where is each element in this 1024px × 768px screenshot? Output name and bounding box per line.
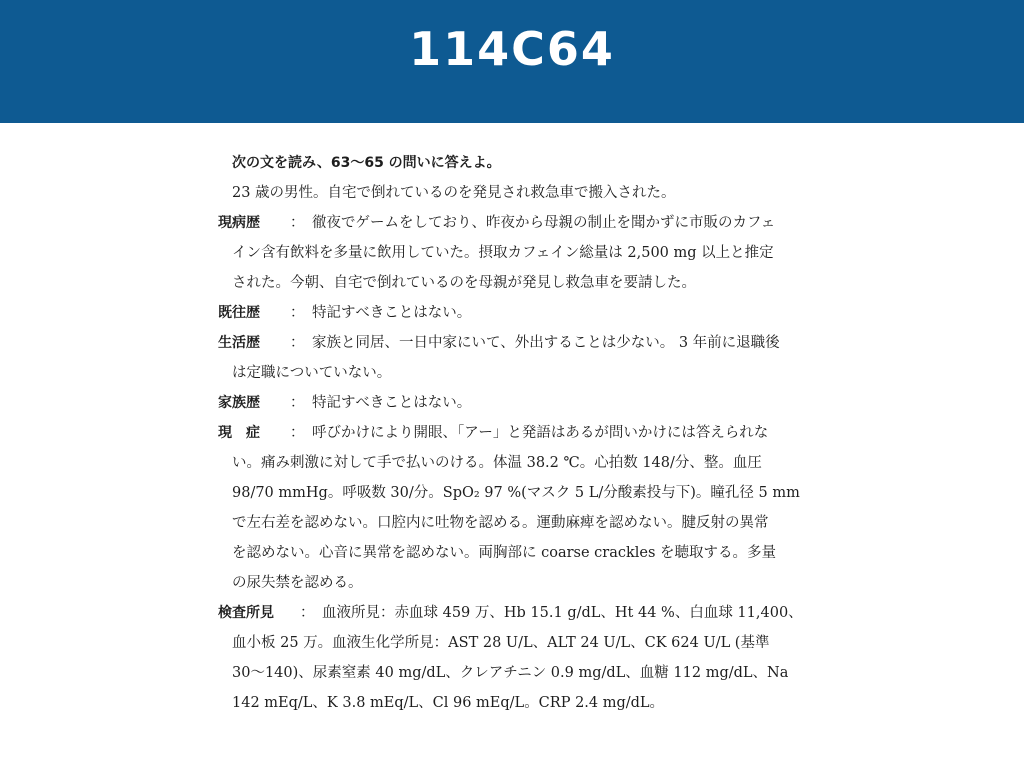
past-history-row (218, 298, 808, 328)
case-summary: 23 歳の男性。自宅で倒れているのを発見され救急車で搬入された。 (232, 185, 676, 201)
symptoms-line: を認めない。心音に異常を認めない。両胸部に coarse crackles を聴取する。多量 (232, 545, 777, 561)
present-illness-line: された。今朝、自宅で倒れているのを母親が発見し救急車を要請した。 (232, 275, 696, 291)
past-history-label: 既往歴 (218, 305, 260, 321)
family-history-row (218, 388, 808, 418)
symptoms-label: 現 症 (218, 425, 260, 441)
colon: ： (290, 215, 305, 231)
symptoms-line: い。痛み刺激に対して手で払いのける。体温 38.2 ℃。心拍数 148/分、整。血圧 (232, 455, 762, 471)
symptoms-row (218, 418, 808, 448)
colon: ： (290, 305, 305, 321)
exam-findings-line: 142 mEq/L、K 3.8 mEq/L、Cl 96 mEq/L。CRP 2.4 mg/dL。 (232, 695, 665, 711)
colon: ： (290, 425, 305, 441)
exam-findings-row (218, 598, 808, 628)
life-history-row (218, 328, 808, 358)
symptoms-line: 98/70 mmHg。呼吸数 30/分。SpO₂ 97 %(マスク 5 L/分酸素投与下)。瞳孔径 5 mm (232, 485, 800, 501)
title-banner (0, 0, 1024, 123)
exam-findings-line: 血小板 25 万。血液生化学所見：AST 28 U/L、ALT 24 U/L、CK 624 U/L (基準 (232, 635, 770, 651)
symptoms-line: の尿失禁を認める。 (232, 575, 363, 591)
life-history-label: 生活歴 (218, 335, 260, 351)
exam-findings-label: 検査所見 (218, 605, 274, 621)
question-text (218, 148, 808, 718)
page-title: 114C64 (409, 21, 615, 76)
colon: ： (300, 605, 315, 621)
symptoms-line: で左右差を認めない。口腔内に吐物を認める。運動麻痺を認めない。腱反射の異常 (232, 515, 769, 531)
colon: ： (290, 335, 305, 351)
present-illness-label: 現病歴 (218, 215, 260, 231)
instruction-text: 次の文を読み、63〜65 の問いに答えよ。 (232, 155, 501, 171)
colon: ： (290, 395, 305, 411)
present-illness-row (218, 208, 808, 238)
symptoms-line: 呼びかけにより開眼、「アー」と発語はあるが問いかけには答えられな (312, 425, 769, 441)
exam-findings-line: 30〜140)、尿素窒素 40 mg/dL、クレアチニン 0.9 mg/dL、血糖 112 mg/dL、Na (232, 665, 789, 681)
life-history-line: は定職についていない。 (232, 365, 392, 381)
past-history-line: 特記すべきことはない。 (312, 305, 472, 321)
exam-findings-line: 血液所見：赤血球 459 万、Hb 15.1 g/dL、Ht 44 %、白血球 11,400、 (322, 605, 803, 621)
family-history-label: 家族歴 (218, 395, 260, 411)
present-illness-line: イン含有飲料を多量に飲用していた。摂取カフェイン総量は 2,500 mg 以上と推定 (232, 245, 774, 261)
life-history-line: 家族と同居、一日中家にいて、外出することは少ない。 3 年前に退職後 (312, 335, 780, 351)
family-history-line: 特記すべきことはない。 (312, 395, 472, 411)
present-illness-line: 徹夜でゲームをしており、昨夜から母親の制止を聞かずに市販のカフェ (312, 215, 776, 231)
